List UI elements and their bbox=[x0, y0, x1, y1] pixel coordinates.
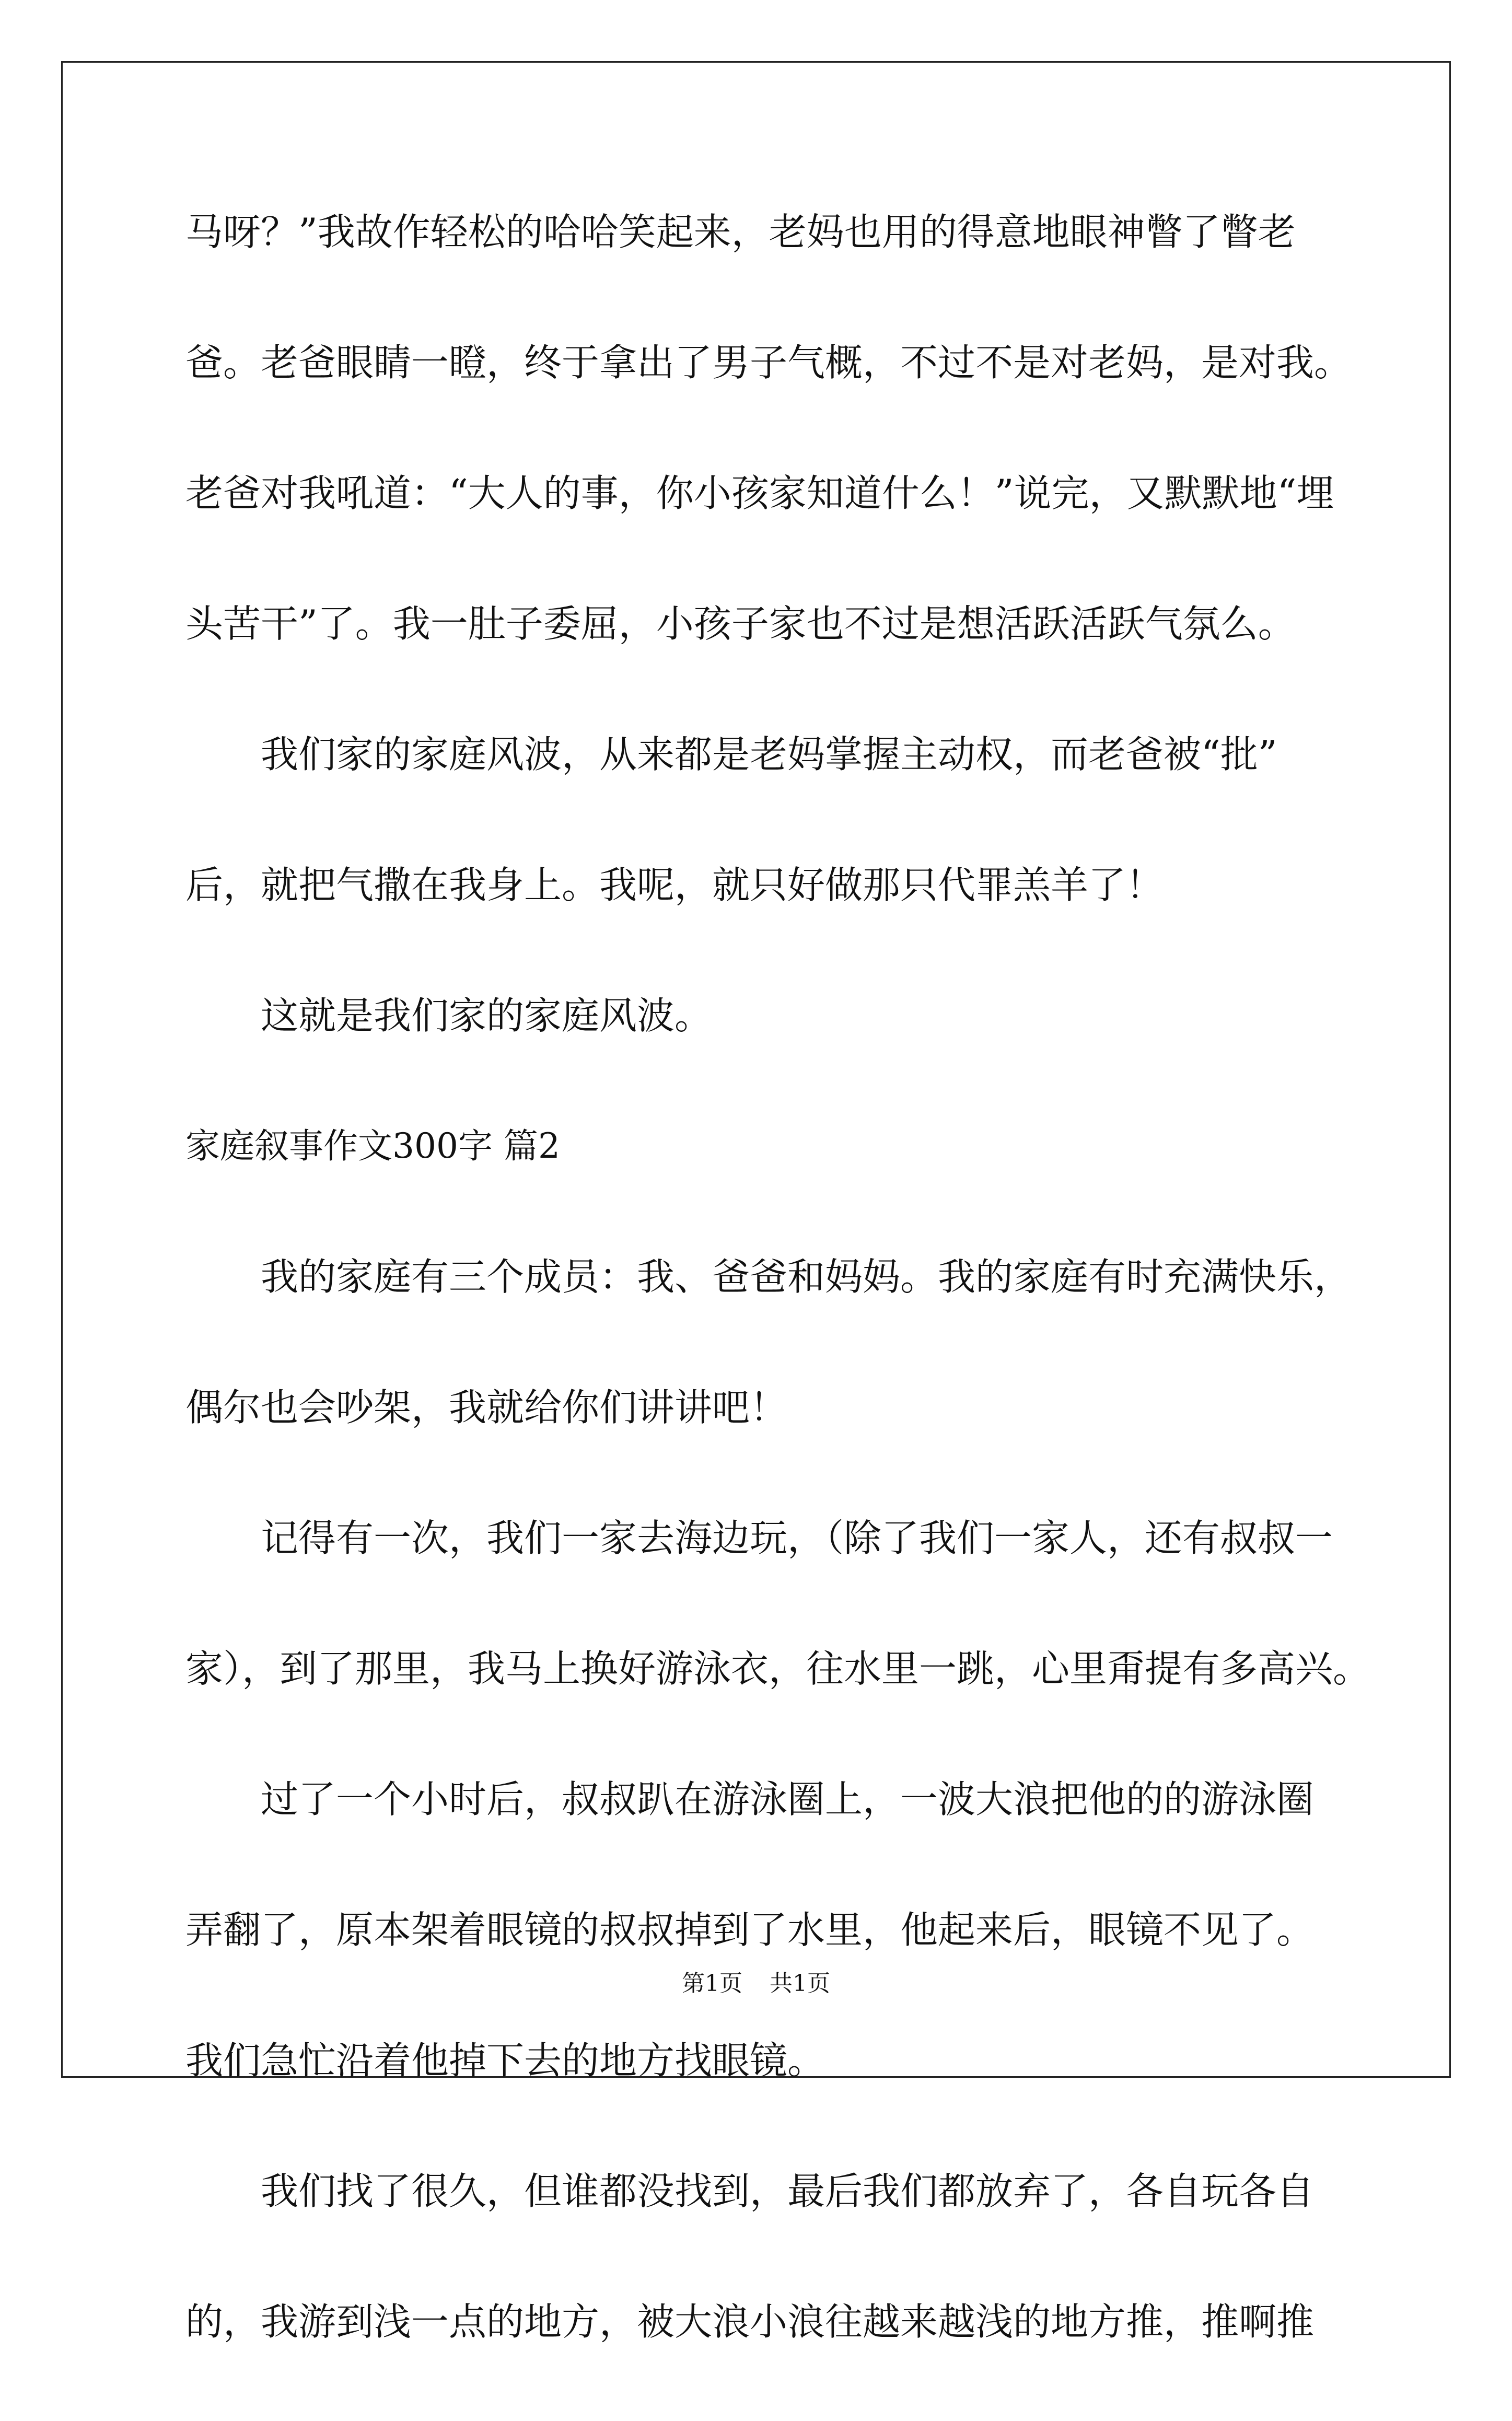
page-number-total: 共1页 bbox=[770, 1970, 830, 1997]
text-line: 老爸对我吼道：“大人的事，你小孩家知道什么！”说完，又默默地“埋 bbox=[185, 471, 1334, 515]
text-line: 的，我游到浅一点的地方，被大浪小浪往越来越浅的地方推，推啊推 bbox=[185, 2300, 1315, 2344]
paragraph-first-line: 我们找了很久，但谁都没找到，最后我们都放弃了，各自玩各自 bbox=[261, 2169, 1315, 2213]
text-line: 弄翻了，原本架着眼镜的叔叔掉到了水里，他起来后，眼镜不见了。 bbox=[185, 1908, 1315, 1952]
text-line: 头苦干”了。我一肚子委屈，小孩子家也不过是想活跃活跃气氛么。 bbox=[185, 602, 1296, 646]
section-heading: 家庭叙事作文300字 篇2 bbox=[185, 1126, 560, 1166]
paragraph-first-line: 这就是我们家的家庭风波。 bbox=[261, 994, 713, 1038]
paragraph-first-line: 记得有一次，我们一家去海边玩，（除了我们一家人，还有叔叔一 bbox=[261, 1516, 1333, 1560]
page-number-current: 第1页 bbox=[682, 1970, 742, 1997]
paragraph-first-line: 我们家的家庭风波，从来都是老妈掌握主动权，而老爸被“批” bbox=[261, 732, 1277, 776]
text-line: 后，就把气撒在我身上。我呢，就只好做那只代罪羔羊了！ bbox=[185, 863, 1164, 907]
text-line: 爸。老爸眼睛一瞪，终于拿出了男子气概，不过不是对老妈，是对我。 bbox=[185, 341, 1352, 385]
text-line: 家），到了那里，我马上换好游泳衣，往水里一跳，心里甭提有多高兴。 bbox=[185, 1647, 1371, 1691]
text-line: 偶尔也会吵架，我就给你们讲讲吧！ bbox=[185, 1386, 788, 1429]
document-body bbox=[185, 201, 1371, 2421]
text-line: 我们急忙沿着他掉下去的地方找眼镜。 bbox=[185, 2039, 825, 2082]
text-line: 马呀？”我故作轻松的哈哈笑起来，老妈也用的得意地眼神瞥了瞥老 bbox=[185, 210, 1296, 254]
page-footer bbox=[0, 1964, 1512, 1998]
paragraph-first-line: 我的家庭有三个成员：我、爸爸和妈妈。我的家庭有时充满快乐， bbox=[261, 1255, 1352, 1299]
paragraph-first-line: 过了一个小时后，叔叔趴在游泳圈上，一波大浪把他的的游泳圈 bbox=[261, 1777, 1315, 1821]
